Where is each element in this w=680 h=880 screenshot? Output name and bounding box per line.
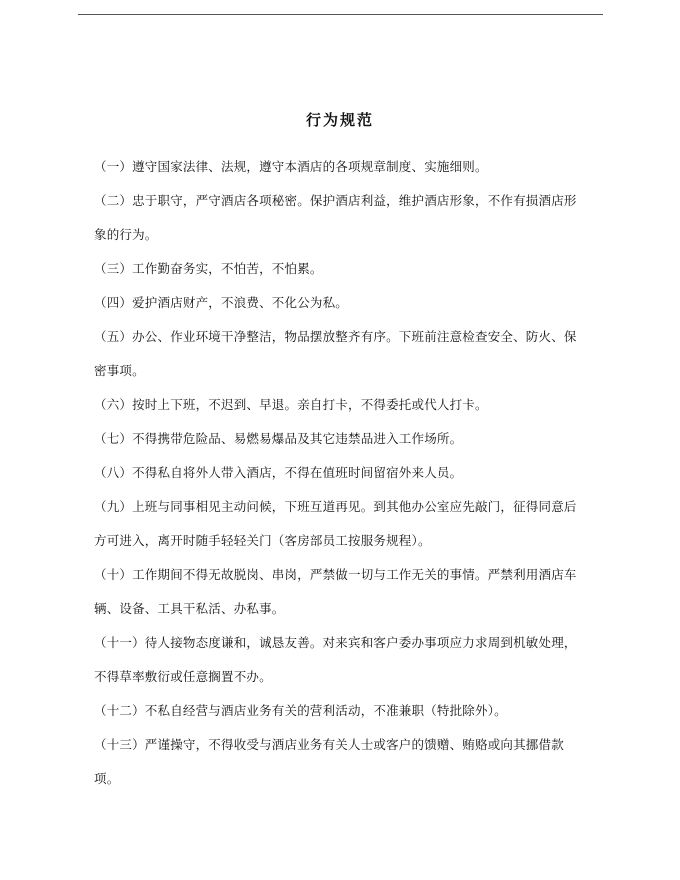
rule-paragraph-11: （十一）待人接物态度谦和，诚恳友善。对来宾和客户委办事项应力求周到机敏处理，不得草率敷衍或任意搁置不办。: [94, 635, 577, 684]
rule-paragraph-7: （七）不得携带危险品、易燃易爆品及其它违禁品进入工作场所。: [94, 431, 463, 446]
document-body: [94, 150, 584, 796]
rule-paragraph-12: （十二）不私自经营与酒店业务有关的营利活动，不准兼职（特批除外）。: [94, 703, 507, 718]
rule-paragraph-4: （四）爱护酒店财产，不浪费、不化公为私。: [94, 295, 349, 310]
header-rule: [78, 14, 603, 15]
rule-paragraph-9: （九）上班与同事相见主动问候，下班互道再见。到其他办公室应先敲门，征得同意后方可进入，离开时随手轻轻关门（客房部员工按服务规程）。: [94, 499, 577, 548]
document-title: 行为规范: [305, 111, 374, 129]
rule-paragraph-5: （五）办公、作业环境干净整洁，物品摆放整齐有序。下班前注意检查安全、防火、保密事项。: [94, 329, 577, 378]
rule-paragraph-1: （一）遵守国家法律、法规，遵守本酒店的各项规章制度、实施细则。: [94, 159, 488, 174]
rule-paragraph-13: （十三）严谨操守，不得收受与酒店业务有关人士或客户的馈赠、贿赂或向其挪借款项。: [94, 737, 564, 786]
rule-paragraph-3: （三）工作勤奋务实，不怕苦，不怕累。: [94, 261, 323, 276]
rule-paragraph-10: （十）工作期间不得无故脱岗、串岗，严禁做一切与工作无关的事情。严禁利用酒店车辆、设备、工具干私活、办私事。: [94, 567, 577, 616]
rule-paragraph-8: （八）不得私自将外人带入酒店，不得在值班时间留宿外来人员。: [94, 465, 463, 480]
rule-paragraph-6: （六）按时上下班，不迟到、早退。亲自打卡，不得委托或代人打卡。: [94, 397, 488, 412]
rule-paragraph-2: （二）忠于职守，严守酒店各项秘密。保护酒店利益，维护酒店形象，不作有损酒店形象的行为。: [94, 193, 577, 242]
